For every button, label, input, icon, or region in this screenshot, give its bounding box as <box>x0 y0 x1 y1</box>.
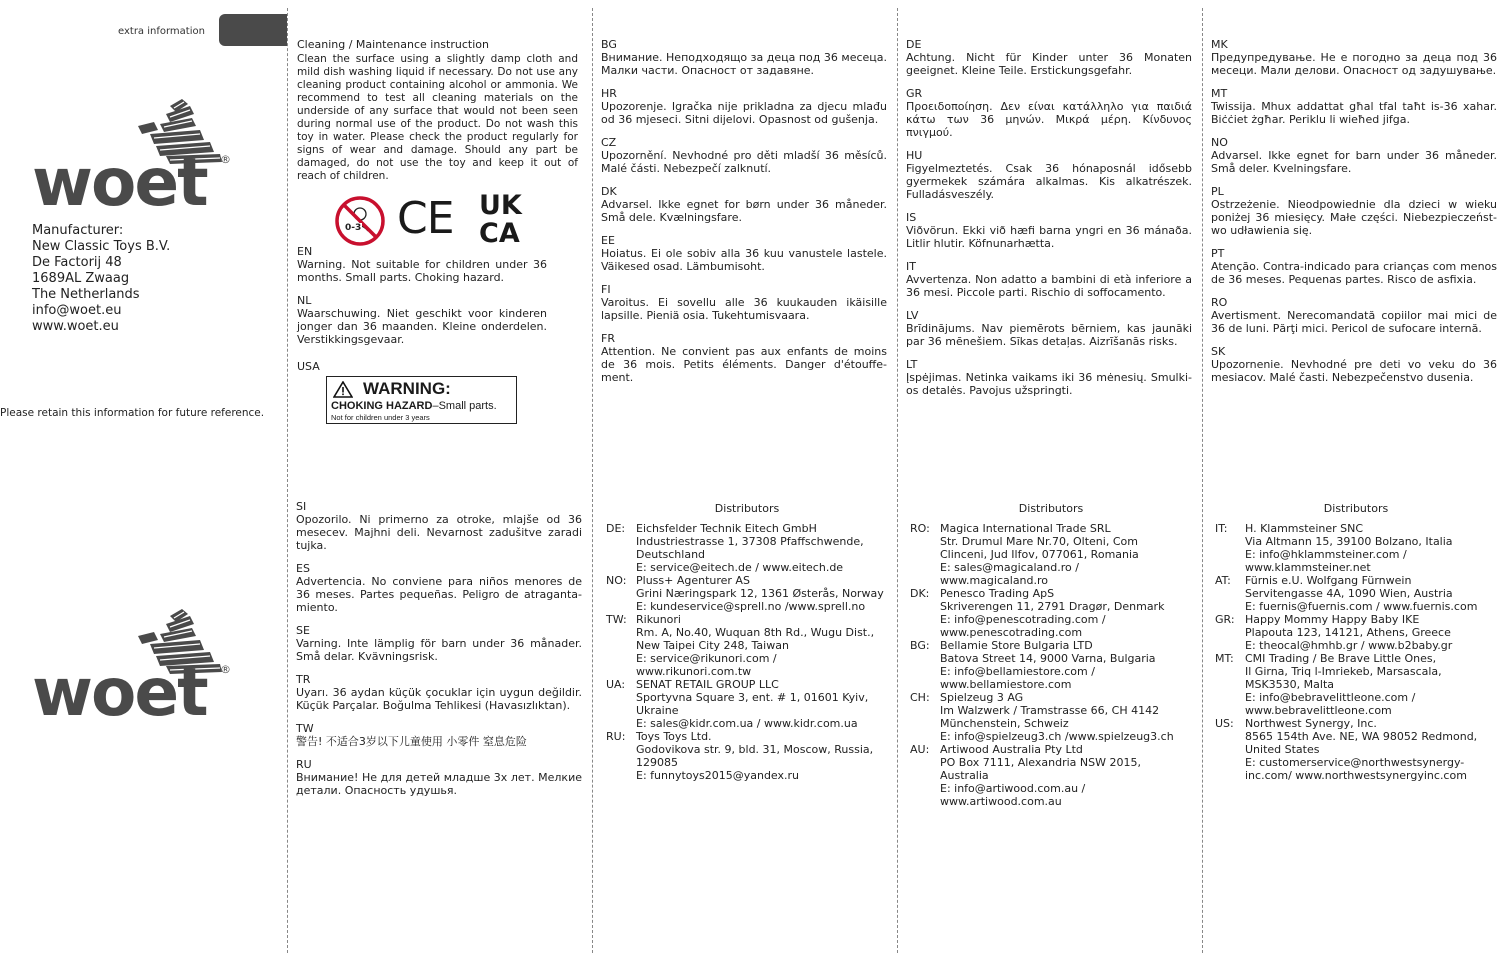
distributor-line: Penesco Trading ApS <box>940 587 1055 600</box>
distributor-entry <box>1215 574 1497 613</box>
warning-text: Upozornenie. Nevhodné pre deti vo veku do 36 mesiacov. Malé časti. Nebezpečenstvo dusenia. <box>1211 358 1497 384</box>
distributor-line: E: service@rikunori.com / <box>636 652 777 665</box>
warning-title: WARNING: <box>363 379 451 398</box>
warning-text: Advarsel. Ikke egnet for børn under 36 måneder. Små dele. Kvælningsfare. <box>601 198 887 224</box>
distributor-details <box>636 522 888 574</box>
age-restriction-note: Not for children under 3 years <box>331 413 430 422</box>
distributor-entry <box>606 522 888 574</box>
distributor-entry <box>606 730 888 782</box>
distributor-line: SENAT RETAIL GROUP LLC <box>636 678 779 691</box>
column-divider <box>592 8 593 953</box>
distributor-line: Bellamie Store Bulgaria LTD <box>940 639 1093 652</box>
country-code: RU: <box>606 730 626 743</box>
manufacturer-line: 1689AL Zwaag <box>32 271 130 286</box>
distributor-entry <box>606 613 888 678</box>
warning-text: Figyelmeztetés. Csak 36 hónaposnál idősebb gyermekek számára alkalmas. Kis alkatrészek. Fulladásveszély. <box>906 162 1192 201</box>
lang-code: HU <box>906 149 923 162</box>
distributor-details <box>940 587 1192 639</box>
distributor-line: Via Altmann 15, 39100 Bolzano, Italia <box>1245 535 1453 548</box>
warning-text: Προειδοποίηση. Δεν είναι κατάλληλο για παιδιά κάτω των 36 μηνών. Μικρά μέρη. Κίνδυνος πνιγμού. <box>906 100 1192 139</box>
distributor-line: Skriverengen 11, 2791 Dragør, Denmark <box>940 600 1165 613</box>
lang-code: HR <box>601 87 617 100</box>
distributor-line: Münchenstein, Schweiz <box>940 717 1069 730</box>
distributor-line: E: kundeservice@sprell.no /www.sprell.no <box>636 600 866 613</box>
distributor-line: E: info@spielzeug3.ch /www.spielzeug3.ch <box>940 730 1174 743</box>
distributor-line: www.magicaland.ro <box>940 574 1049 587</box>
distributors-title: Distributors <box>1018 502 1084 515</box>
compliance-marks <box>334 190 539 249</box>
registered-mark: ® <box>220 663 231 676</box>
country-code: GR: <box>1215 613 1235 626</box>
distributor-line: Artiwood Australia Pty Ltd <box>940 743 1083 756</box>
country-code: CH: <box>910 691 930 704</box>
lang-code: LT <box>906 358 918 371</box>
distributor-entry <box>910 522 1192 587</box>
warning-text: Ostrzeżenie. Nieodpowiednie dla dzieci w wieku poniżej 36 miesięcy. Małe części. Niebezpieczeńst-wo udławienia się. <box>1211 198 1497 237</box>
warning-text: Twissija. Mhux addattat għal tfal taħt is-36 xahar. Biċċiet żgħar. Periklu li wieħed jifga. <box>1211 100 1497 126</box>
warning-text: Opozorilo. Ni primerno za otroke, mlajše od 36 mesecev. Majhni deli. Nevarnost zadušitve zaradi tujka. <box>296 513 582 552</box>
distributor-line: E: sales@magicaland.ro / <box>940 561 1079 574</box>
distributor-line: Rm. A, No.40, Wuquan 8th Rd., Wugu Dist., <box>636 626 875 639</box>
distributor-line: Servitengasse 4A, 1090 Wien, Austria <box>1245 587 1453 600</box>
lang-code: ES <box>296 562 310 575</box>
warning-text: Achtung. Nicht für Kinder unter 36 Monaten geeignet. Kleine Teile. Erstickungsgefahr. <box>906 51 1192 77</box>
warning-text: Hoiatus. Ei ole sobiv alla 36 kuu vanustele lastele. Väikesed osad. Lämbumisoht. <box>601 247 887 273</box>
distributors-col3 <box>910 502 1192 808</box>
warning-text: Uyarı. 36 aydan küçük çocuklar için uygun değildir. Küçük Parçalar. Boğulma Tehlikesi (Havasızlıktan). <box>296 686 582 712</box>
distributor-line: www.klammsteiner.net <box>1245 561 1371 574</box>
lang-code: TW <box>296 722 314 735</box>
distributor-entry <box>1215 613 1497 652</box>
ukca-mark-top: UK <box>479 190 522 221</box>
lang-code: IS <box>906 211 917 224</box>
distributor-details <box>1245 613 1497 652</box>
manufacturer-line: De Factorij 48 <box>32 255 122 270</box>
distributors-col4 <box>1215 502 1497 782</box>
warning-text: Viðvörun. Ekki við hæfi barna yngri en 36 mánaða. Litlir hlutir. Köfnunarhætta. <box>906 224 1192 250</box>
distributor-line: www.rikunori.com.tw <box>636 665 752 678</box>
lang-code: FR <box>601 332 615 345</box>
warnings-col3-top <box>906 38 1192 397</box>
distributor-details <box>636 678 888 730</box>
distributor-line: PO Box 7111, Alexandria NSW 2015, <box>940 756 1141 769</box>
country-code: DK: <box>910 587 930 600</box>
distributor-line: MSK3530, Malta <box>1245 678 1335 691</box>
manufacturer-line: New Classic Toys B.V. <box>32 239 171 254</box>
manufacturer-email: info@woet.eu <box>32 303 122 318</box>
distributor-line: Eichsfelder Technik Eitech GmbH <box>636 522 817 535</box>
lang-code: SE <box>296 624 310 637</box>
warning-text: Warning. Not suitable for children under 36 months. Small parts. Choking hazard. <box>297 258 547 284</box>
country-code: MT: <box>1215 652 1234 665</box>
woet-logo-bottom <box>32 606 237 731</box>
lang-code: MK <box>1211 38 1228 51</box>
warning-text: Advarsel. Ikke egnet for barn under 36 måneder. Små deler. Kvelningsfare. <box>1211 149 1497 175</box>
country-code: DE: <box>606 522 626 535</box>
lang-code: GR <box>906 87 923 100</box>
distributors-col2 <box>606 502 888 782</box>
distributor-line: 129085 <box>636 756 678 769</box>
distributor-entry <box>910 639 1192 691</box>
distributors-title: Distributors <box>714 502 780 515</box>
distributor-line: Fürnis e.U. Wolfgang Fürnwein <box>1245 574 1412 587</box>
lang-code: TR <box>296 673 311 686</box>
distributor-line: E: info@bellamiestore.com / <box>940 665 1095 678</box>
distributor-details <box>1245 717 1497 782</box>
country-code: UA: <box>606 678 626 691</box>
lang-code: NO <box>1211 136 1228 149</box>
distributor-entry <box>910 691 1192 743</box>
warning-text: Brīdinājums. Nav piemērots bērniem, kas jaunāki par 36 mēnešiem. Sīkas detaļas. Aizrīšanās risks. <box>906 322 1192 348</box>
warnings-col2-top <box>601 38 887 384</box>
warning-text: Внимание! Не для детей младше 3х лет. Мелкие детали. Опасность удушья. <box>296 771 582 797</box>
distributor-line: Happy Mommy Happy Baby IKE <box>1245 613 1420 626</box>
lang-code: DK <box>601 185 617 198</box>
country-code: NO: <box>606 574 627 587</box>
cleaning-section <box>297 38 578 183</box>
manufacturer-line: The Netherlands <box>32 287 140 302</box>
brand-wordmark: woet <box>32 144 207 221</box>
warning-text: Avvertenza. Non adatto a bambini di età inferiore a 36 mesi. Piccole parti. Rischio di soffocamento. <box>906 273 1192 299</box>
choking-hazard-rest: –Small parts. <box>432 400 497 412</box>
warning-text: Įspėjimas. Netinka vaikams iki 36 mėnesių. Smulki-os detalės. Pavojus užspringti. <box>906 371 1192 397</box>
distributor-line: Im Walzwerk / Tramstrasse 66, CH 4142 <box>940 704 1160 717</box>
cleaning-title: Cleaning / Maintenance instruction <box>297 38 489 51</box>
distributor-line: E: info@bebravelittleone.com / <box>1245 691 1416 704</box>
distributor-details <box>940 522 1192 587</box>
distributor-details <box>636 613 888 678</box>
warning-text: Avertisment. Nerecomandată copiilor mai mici de 36 de luni. Părţi mici. Pericol de sufocare internă. <box>1211 309 1497 335</box>
warning-text: Waarschuwing. Niet geschikt voor kinderen jonger dan 36 maanden. Kleine onderdelen. Verstikkingsgevaar. <box>297 307 547 346</box>
distributor-line: Grini Næringspark 12, 1361 Østerås, Norway <box>636 587 884 600</box>
lang-code: RU <box>296 758 312 771</box>
distributor-line: United States <box>1245 743 1320 756</box>
age-range-label: 0-3 <box>345 223 362 233</box>
distributor-line: Clinceni, Jud Ilfov, 077061, Romania <box>940 548 1139 561</box>
distributor-line: E: theocal@hmhb.gr / www.b2baby.gr <box>1245 639 1453 652</box>
distributor-line: H. Klammsteiner SNC <box>1245 522 1364 535</box>
warning-text: Atenção. Contra-indicado para crianças com menos de 36 meses. Pequenas partes. Risco de asfixia. <box>1211 260 1497 286</box>
distributor-line: www.bebravelittleone.com <box>1245 704 1392 717</box>
distributor-line: E: service@eitech.de / www.eitech.de <box>636 561 844 574</box>
country-code: BG: <box>910 639 930 652</box>
distributor-line: www.bellamiestore.com <box>940 678 1072 691</box>
country-code: TW: <box>606 613 627 626</box>
warning-text: Upozorenje. Igračka nije prikladna za djecu mlađu od 36 mjeseci. Sitni dijelovi. Opasnost od gušenja. <box>601 100 887 126</box>
warnings-col4-top <box>1211 38 1497 384</box>
distributor-details <box>1245 652 1497 717</box>
lang-code: SK <box>1211 345 1226 358</box>
distributor-entry <box>1215 522 1497 574</box>
distributor-entry <box>1215 717 1497 782</box>
lang-code: MT <box>1211 87 1228 100</box>
warnings-col1-top <box>297 245 547 373</box>
distributor-entry <box>910 743 1192 808</box>
distributor-line: E: funnytoys2015@yandex.ru <box>636 769 800 782</box>
distributor-line: Rikunori <box>636 613 681 626</box>
distributor-line: www.penescotrading.com <box>940 626 1083 639</box>
distributor-line: Spielzeug 3 AG <box>940 691 1024 704</box>
distributor-line: E: info@penescotrading.com / <box>940 613 1106 626</box>
lang-code: SI <box>296 500 307 513</box>
distributor-entry <box>606 574 888 613</box>
lang-code: NL <box>297 294 312 307</box>
usa-label: USA <box>297 360 320 373</box>
distributor-line: Sportyvna Square 3, ent. # 1, 01601 Kyiv, <box>636 691 869 704</box>
distributor-details <box>940 691 1192 743</box>
lang-code: DE <box>906 38 922 51</box>
woet-logo <box>32 96 237 221</box>
distributor-details <box>940 639 1192 691</box>
distributor-line: E: info@artiwood.com.au / <box>940 782 1086 795</box>
brand-wordmark: woet <box>32 654 207 731</box>
manufacturer-website: www.woet.eu <box>32 319 119 334</box>
distributor-details <box>636 730 888 782</box>
age-warning-icon <box>334 195 386 247</box>
distributor-entry <box>1215 652 1497 717</box>
warning-triangle-icon <box>333 381 353 398</box>
distributor-line: Northwest Synergy, Inc. <box>1245 717 1377 730</box>
registered-mark: ® <box>220 153 231 166</box>
country-code: US: <box>1215 717 1234 730</box>
column-divider <box>1202 8 1203 953</box>
distributor-line: 8565 154th Ave. NE, WA 98052 Redmond, <box>1245 730 1478 743</box>
distributor-entry <box>606 678 888 730</box>
manufacturer-block <box>32 223 170 335</box>
ce-mark: CE <box>397 193 454 244</box>
warning-text: Advertencia. No conviene para niños menores de 36 meses. Partes pequeñas. Peligro de atraganta-miento. <box>296 575 582 614</box>
distributor-line: E: info@hklammsteiner.com / <box>1245 548 1407 561</box>
distributor-entry <box>910 587 1192 639</box>
distributor-line: Pluss+ Agenturer AS <box>636 574 750 587</box>
distributor-line: E: customerservice@northwestsynergy- <box>1245 756 1465 769</box>
lang-code: PL <box>1211 185 1224 198</box>
distributor-line: Plapouta 123, 14121, Athens, Greece <box>1245 626 1451 639</box>
distributor-line: Ukraine <box>636 704 679 717</box>
usa-warning-box <box>326 376 517 424</box>
distributor-line: Il Girna, Triq l-Imriekeb, Marsascala, <box>1245 665 1442 678</box>
lang-code: IT <box>906 260 916 273</box>
warning-text: Varoitus. Ei sovellu alle 36 kuukauden ikäisille lapsille. Pieniä osia. Tukehtumisvaara. <box>601 296 887 322</box>
distributor-details <box>1245 522 1497 574</box>
distributor-line: Industriestrasse 1, 37308 Pfaffschwende, <box>636 535 864 548</box>
manufacturer-line: Manufacturer: <box>32 223 124 238</box>
distributor-line: Godovikova str. 9, bld. 31, Moscow, Russia, <box>636 743 874 756</box>
extra-info-label: extra information <box>118 26 205 37</box>
distributor-line: Deutschland <box>636 548 706 561</box>
distributor-details <box>940 743 1192 808</box>
ukca-mark-bottom: CA <box>479 218 520 249</box>
distributor-details <box>636 574 888 613</box>
distributor-line: New Taipei City 248, Taiwan <box>636 639 789 652</box>
warning-text: 警告! 不适合3岁以下儿童使用 小零件 窒息危险 <box>296 735 527 748</box>
distributor-line: E: fuernis@fuernis.com / www.fuernis.com <box>1245 600 1478 613</box>
country-code: AT: <box>1215 574 1231 587</box>
country-code: RO: <box>910 522 930 535</box>
warning-text: Предупредување. Не е погодно за деца под 36 месеци. Мали делови. Опасност од задушување. <box>1211 51 1497 77</box>
fold-tab <box>219 14 287 46</box>
distributor-line: CMI Trading / Be Brave Little Ones, <box>1245 652 1437 665</box>
choking-hazard-label: CHOKING HAZARD <box>331 400 433 412</box>
distributor-line: www.artiwood.com.au <box>940 795 1062 808</box>
country-code: AU: <box>910 743 930 756</box>
lang-code: EE <box>601 234 615 247</box>
retain-note: Please retain this information for future reference. <box>0 407 265 419</box>
lang-code: PT <box>1211 247 1225 260</box>
distributor-line: Australia <box>940 769 989 782</box>
column-divider <box>897 8 898 953</box>
cleaning-body: Clean the surface using a slightly damp cloth and mild dish washing liquid if necessary. Do not use any cleaning product containing alcohol or ammonia. We recommend to test all cleaning materials on the underside of any surface that would not been seen during normal use of the product. Do not wash this toy in water. Please check the product regularly for signs of wear and damage. Should any part be damaged, do not use the toy and keep it out of reach of children. <box>297 53 578 182</box>
lang-code: FI <box>601 283 611 296</box>
lang-code: BG <box>601 38 617 51</box>
lang-code: RO <box>1211 296 1228 309</box>
warnings-col1-bottom <box>296 500 582 797</box>
lang-code: CZ <box>601 136 617 149</box>
distributor-line: Toys Toys Ltd. <box>636 730 712 743</box>
warning-text: Upozornění. Nevhodné pro děti mladší 36 měsíců. Malé části. Nebezpečí zalknutí. <box>601 149 887 175</box>
country-code: IT: <box>1215 522 1228 535</box>
distributor-line: Batova Street 14, 9000 Varna, Bulgaria <box>940 652 1156 665</box>
warning-text: Внимание. Неподходящо за деца под 36 месеца. Малки части. Опасност от задавяне. <box>601 51 887 77</box>
distributor-line: Str. Drumul Mare Nr.70, Olteni, Com <box>940 535 1138 548</box>
choking-hazard-line <box>331 400 497 412</box>
lang-code: EN <box>297 245 313 258</box>
distributor-line: E: sales@kidr.com.ua / www.kidr.com.ua <box>636 717 858 730</box>
distributor-line: Magica International Trade SRL <box>940 522 1111 535</box>
distributor-line: inc.com/ www.northwestsynergyinc.com <box>1245 769 1467 782</box>
distributor-details <box>1245 574 1497 613</box>
warning-text: Attention. Ne convient pas aux enfants de moins de 36 mois. Petits éléments. Danger d'étouffe-ment. <box>601 345 887 384</box>
distributors-title: Distributors <box>1323 502 1389 515</box>
warning-text: Varning. Inte lämplig för barn under 36 månader. Små delar. Kvävningsrisk. <box>296 637 582 663</box>
column-divider <box>287 8 288 953</box>
lang-code: LV <box>906 309 919 322</box>
